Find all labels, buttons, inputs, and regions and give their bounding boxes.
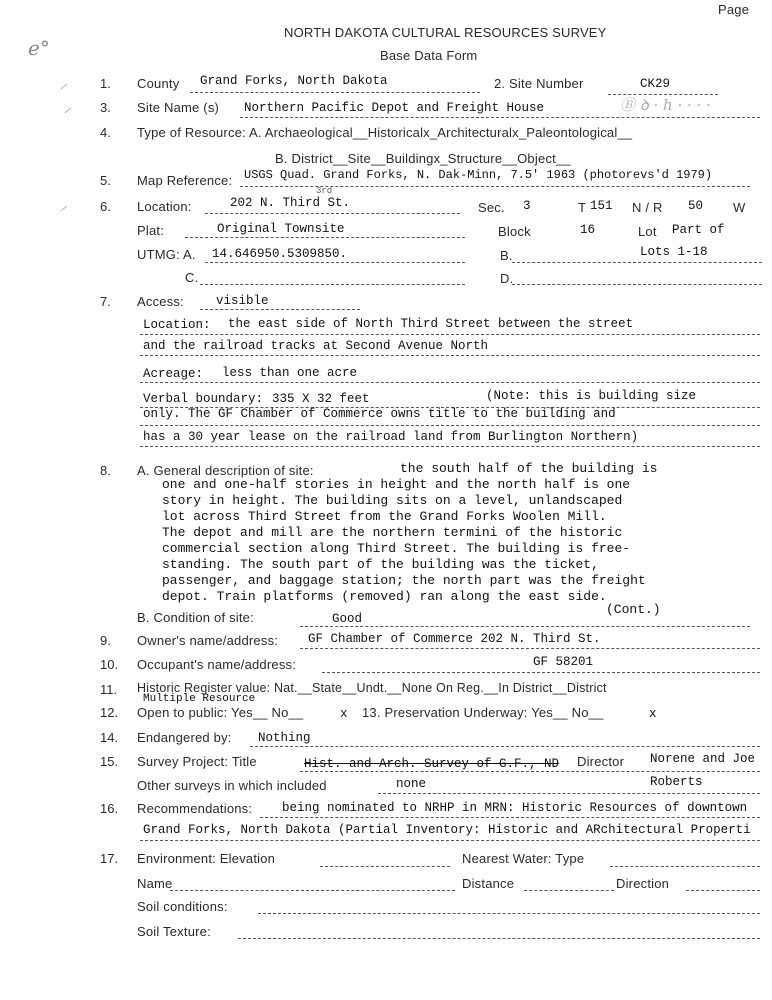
field-line: [140, 382, 760, 383]
description-line-6: commercial section along Third Street. The building is free-: [162, 541, 631, 556]
recommendations-label: Recommendations:: [137, 801, 253, 816]
field-line: [524, 890, 614, 891]
check-mark: ⸝: [60, 76, 67, 92]
location-desc-line1: the east side of North Third Street between the street: [228, 317, 634, 331]
field-line: [300, 648, 760, 649]
utmg-a-value: 14.646950.5309850.: [212, 247, 348, 261]
condition-value: Good: [332, 612, 363, 626]
utmg-c-label: C.: [185, 270, 199, 285]
description-line-2: one and one-half stories in height and the north half is one: [162, 477, 631, 492]
site-number-label: 2. Site Number: [494, 76, 584, 91]
utmg-d-label: D.: [500, 271, 514, 286]
handwritten-correction: 3rd: [316, 186, 333, 196]
occupant-value: GF 58201: [533, 655, 594, 669]
register-multiple: Multiple Resource: [143, 693, 256, 705]
other-surveys-value: none: [396, 777, 427, 791]
item-number: 10.: [100, 657, 119, 672]
site-name-value: Northern Pacific Depot and Freight House: [244, 101, 545, 115]
verbal-note-line2: only. The GF Chamber of Commerce owns title to the building and: [143, 407, 616, 421]
field-line: [378, 793, 760, 794]
item-number: 1.: [100, 76, 111, 91]
recommendations-line2: Grand Forks, North Dakota (Partial Inventory: Historic and ARchitectural Properti: [143, 823, 751, 837]
field-line: [140, 840, 760, 841]
item-number: 8.: [100, 463, 111, 478]
utmg-b-label: B.: [500, 248, 513, 263]
description-line-9: depot. Train platforms (removed) ran along the east side.: [162, 589, 607, 604]
survey-title-label: Survey Project: Title: [137, 754, 257, 769]
site-name-label: Site Name (s): [137, 100, 220, 115]
block-value: 16: [580, 223, 596, 237]
description-label: A. General description of site:: [137, 463, 314, 478]
t-value: 151: [590, 199, 613, 213]
plat-label: Plat:: [137, 223, 165, 238]
county-value: Grand Forks, North Dakota: [200, 74, 388, 88]
item-number: 3.: [100, 100, 111, 115]
field-line: [185, 237, 465, 238]
field-line: [512, 262, 762, 263]
lot-value-1: Part of: [672, 223, 725, 237]
director-label: Director: [577, 754, 625, 769]
field-line: [140, 425, 760, 426]
occupant-label: Occupant's name/address:: [137, 657, 297, 672]
handwritten-scribble: Ⓑ ꝺ · h · · · ·: [620, 96, 711, 114]
field-line: [322, 672, 760, 673]
field-line: [250, 746, 760, 747]
recommendations-line1: being nominated to NRHP in MRN: Historic Resources of downtown: [282, 801, 748, 815]
field-line: [205, 213, 460, 214]
location-value: 202 N. Third St.: [230, 196, 351, 210]
form-title: NORTH DAKOTA CULTURAL RESOURCES SURVEY: [284, 25, 607, 40]
field-line: [260, 817, 760, 818]
sec-value: 3: [523, 199, 531, 213]
description-line-5: The depot and mill are the northern termini of the historic: [162, 525, 623, 540]
direction-label: Direction: [616, 876, 670, 891]
item-number: 16.: [100, 801, 119, 816]
location-desc-label: Location:: [143, 318, 211, 332]
item-number: 14.: [100, 730, 119, 745]
description-line-3: story in height. The building sits on a level, unlandscaped: [162, 493, 623, 508]
field-line: [300, 771, 760, 772]
r-value: 50: [688, 199, 704, 213]
description-line-4: lot across Third Street from the Grand Forks Woolen Mill.: [162, 509, 607, 524]
w-label: W: [733, 200, 746, 215]
soil-texture-label: Soil Texture:: [137, 924, 211, 939]
margin-pencil-mark: e°: [28, 36, 50, 60]
item-number: 12.: [100, 705, 119, 720]
name-label: Name: [137, 876, 173, 891]
field-line: [190, 92, 480, 93]
continued-note: (Cont.): [606, 602, 661, 617]
acreage-value: less than one acre: [222, 366, 358, 380]
field-line: [200, 309, 360, 310]
item-number: 4.: [100, 125, 111, 140]
location-desc-line2: and the railroad tracks at Second Avenue North: [143, 339, 489, 353]
field-line: [140, 446, 760, 447]
field-line: [610, 866, 760, 867]
resource-type-line2: B. District__Site__Buildingx_Structure__Object__: [275, 151, 571, 166]
director-value-1: Norene and Joe: [650, 752, 756, 766]
nr-label: N / R: [632, 200, 663, 215]
verbal-note-line1: (Note: this is building size: [486, 389, 697, 403]
other-surveys-label: Other surveys in which included: [137, 778, 327, 793]
verbal-note-line3: has a 30 year lease on the railroad land from Burlington Northern): [143, 430, 639, 444]
location-label: Location:: [137, 199, 192, 214]
item-number: 15.: [100, 754, 119, 769]
verbal-boundary-label: Verbal boundary:: [143, 392, 264, 406]
form-subtitle: Base Data Form: [380, 48, 478, 63]
director-value-2: Roberts: [650, 775, 703, 789]
lot-value-2: Lots 1-18: [640, 245, 708, 259]
access-label: Access:: [137, 294, 184, 309]
field-line: [300, 626, 750, 627]
item-number: 7.: [100, 294, 111, 309]
item-number: 17.: [100, 851, 119, 866]
t-label: T: [578, 200, 587, 215]
county-label: County: [137, 76, 180, 91]
site-number-value: CK29: [640, 77, 671, 91]
open-public-label: Open to public: Yes__ No__: [137, 705, 304, 720]
survey-title-value: Hist. and Arch. Survey of G.F., ND: [304, 757, 560, 771]
nearest-water-label: Nearest Water: Type: [462, 851, 585, 866]
preservation-mark: x: [649, 707, 657, 721]
description-line-1: the south half of the building is: [400, 461, 658, 476]
item-number: 11.: [100, 682, 118, 697]
field-line: [140, 334, 760, 335]
map-reference-value: USGS Quad. Grand Forks, N. Dak-Minn, 7.5' 1963 (photorevs'd 1979): [244, 168, 713, 182]
item-number: 5.: [100, 173, 111, 188]
register-label: Historic Register value: Nat.__State__Undt.__None On Reg.__In District__District: [137, 681, 607, 695]
check-mark: ⸝: [60, 198, 67, 214]
field-line: [258, 913, 760, 914]
item-number: 9.: [100, 633, 111, 648]
description-line-7: standing. The south part of the building was the ticket,: [162, 557, 599, 572]
open-public-mark: x: [340, 707, 348, 721]
block-label: Block: [498, 224, 531, 239]
soil-conditions-label: Soil conditions:: [137, 899, 228, 914]
endangered-value: Nothing: [258, 731, 311, 745]
verbal-boundary-value: 335 X 32 feet: [272, 392, 370, 406]
field-line: [686, 890, 760, 891]
endangered-label: Endangered by:: [137, 730, 232, 745]
environment-label: Environment: Elevation: [137, 851, 276, 866]
distance-label: Distance: [462, 876, 515, 891]
map-reference-label: Map Reference:: [137, 173, 233, 188]
field-line: [205, 262, 465, 263]
owner-value: GF Chamber of Commerce 202 N. Third St.: [308, 632, 601, 646]
field-line: [320, 866, 450, 867]
preservation-label: 13. Preservation Underway: Yes__ No__: [362, 705, 604, 720]
sec-label: Sec.: [478, 200, 505, 215]
lot-label: Lot: [638, 224, 657, 239]
plat-value: Original Townsite: [217, 222, 345, 236]
field-line: [140, 355, 760, 356]
page-label: Page: [718, 2, 750, 17]
item-number: 6.: [100, 199, 111, 214]
condition-label: B. Condition of site:: [137, 610, 254, 625]
utmg-label: UTMG: A.: [137, 247, 196, 262]
field-line: [170, 890, 455, 891]
field-line: [238, 938, 760, 939]
description-line-8: passenger, and baggage station; the north part was the freight: [162, 573, 646, 588]
field-line: [240, 117, 760, 118]
owner-label: Owner's name/address:: [137, 633, 279, 648]
field-line: [512, 284, 762, 285]
field-line: [200, 284, 465, 285]
resource-type-line1: Type of Resource: A. Archaeological__Historicalx_Architecturalx_Paleontological__: [137, 125, 633, 140]
check-mark: ⸝: [64, 100, 71, 116]
acreage-label: Acreage:: [143, 367, 204, 381]
access-value: visible: [216, 294, 269, 308]
